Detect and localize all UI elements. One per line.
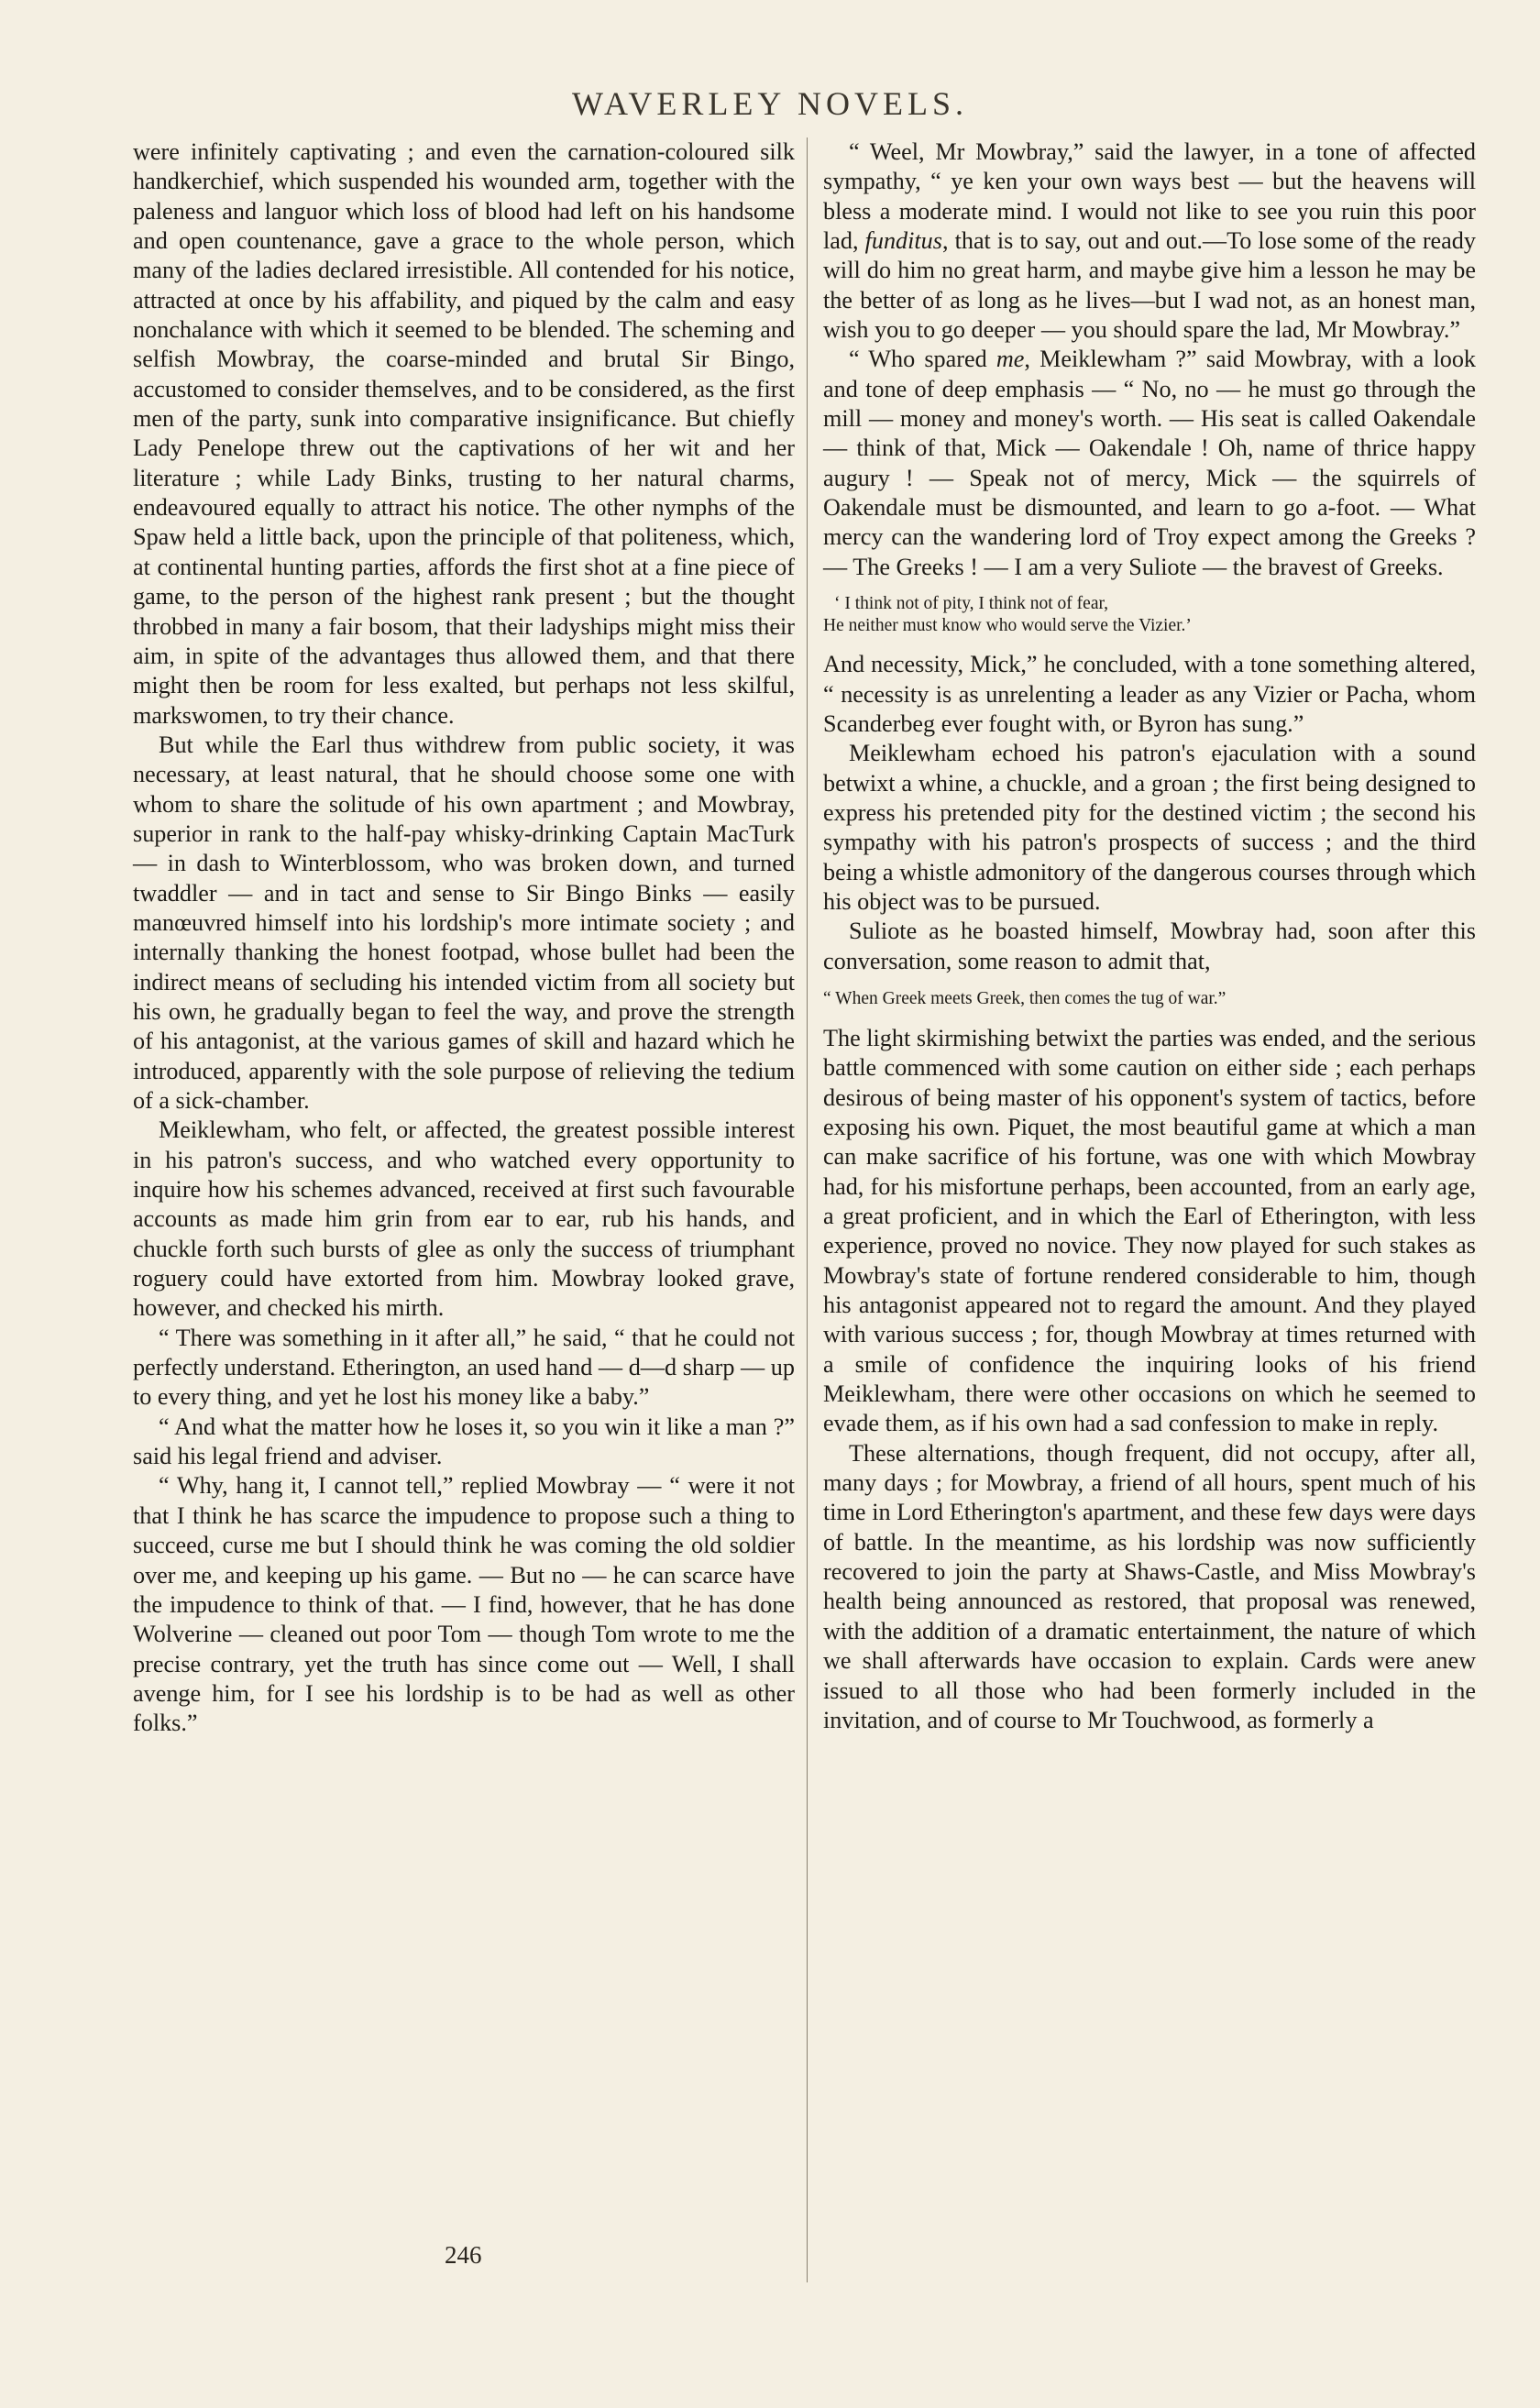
verse-line: He neither must know who would serve the Vizier.’ (823, 616, 1192, 636)
paragraph: Suliote as he boasted himself, Mowbray had, soon after this conversation, some reason to admit that, (823, 918, 1476, 974)
verse-quotation (823, 593, 1476, 637)
column-divider (807, 137, 808, 2282)
paragraph: “ Who spared me, Meiklewham ?” said Mowbray, with a look and tone of deep emphasis — “ No, no — he must go through the mill — money and money's worth. — His seat is called Oakendale — think of that, Mick — Oakendale ! Oh, name of thrice happy augury ! — Speak not of mercy, Mick — the squirrels of Oakendale must be dismounted, and learn to go a-foot. — What mercy can the wandering lord of Troy expect among the Greeks ? — The Greeks ! — I am a very Suliote — the bravest of Greeks. (823, 346, 1477, 580)
verse-line: ‘ I think not of pity, I think not of fear, (834, 594, 1109, 614)
right-column (823, 137, 1476, 1735)
paragraph: “ Weel, Mr Mowbray,” said the lawyer, in a tone of affected sympathy, “ ye ken your own ways best — but the heavens will bless a moderate mind. I would not like to see you ruin this poor lad, funditus, that is to say, out and out.—To lose some of the ready will do him no great harm, and maybe give him a lesson he may be the better of as long as he lives—but I wad not, as an honest man, wish you to go deeper — you should spare the lad, Mr Mowbray.” (823, 138, 1476, 344)
paragraph: But while the Earl thus withdrew from public society, it was necessary, at least natural, that he should choose some one with whom to share the solitude of his own apartment ; and Mowbray, superior in rank to the half-pay whisky-drinking Captain MacTurk — in dash to Winterblossom, who was broken down, and turned twaddler — and in tact and sense to Sir Bingo Binks — easily manœuvred himself into his lordship's more intimate society ; and internally thanking the honest footpad, whose bullet had been the indirect means of secluding his intended victim from all society but his own, he gradually began to feel the way, and prove the strength of his antagonist, at the various games of skill and hazard which he introduced, apparently with the sole purpose of relieving the tedium of a sick-chamber. (133, 731, 795, 1114)
paragraph: “ And what the matter how he loses it, so you win it like a man ?” said his legal friend and adviser. (133, 1413, 795, 1470)
quotation-line: “ When Greek meets Greek, then comes the tug of war.” (823, 988, 1226, 1008)
page-number: 246 (445, 2241, 482, 2269)
paragraph: The light skirmishing betwixt the parties was ended, and the serious battle commenced with some caution on either side ; each perhaps desirous of being master of his opponent's system of tactics, before exposing his own. Piquet, the most beautiful game at which a man can make sacrifice of his fortune, was one with which Mowbray had, for his misfortune perhaps, been accounted, from an early age, a great proficient, and in which the Earl of Etherington, with less experience, proved no novice. They now played for such stakes as Mowbray's state of fortune rendered considerable to him, though his antagonist appeared not to regard the amount. And they played with various success ; for, though Mowbray at times returned with a smile of confidence the inquiring looks of his friend Meiklewham, there were other occasions on which he seemed to evade them, as if his own had a sad confession to make in reply. (823, 1024, 1477, 1437)
left-column (133, 137, 795, 1739)
italic-word: me (996, 346, 1025, 373)
paragraph: “ Why, hang it, I cannot tell,” replied Mowbray — “ were it not that I think he has scarce the impudence to propose such a thing to succeed, curse me but I should think he was coming the old soldier over me, and keeping up his game. — But no — he can scarce have the impudence to think of that. — I find, however, that he has done Wolverine — cleaned out poor Tom — though Tom wrote to me the precise contrary, yet the truth has since come out — Well, I shall avenge him, for I see his lordship is to be had as well as other folks.” (133, 1472, 795, 1737)
running-header: WAVERLEY NOVELS. (572, 85, 968, 122)
paragraph: And necessity, Mick,” he concluded, with a tone something altered, “ necessity is as unrelenting a leader as any Vizier or Pacha, whom Scanderbeg ever fought with, or Byron has sung.” (823, 651, 1476, 737)
italic-word: funditus (864, 227, 942, 255)
paragraph: were infinitely captivating ; and even the carnation-coloured silk handkerchief, which suspended his wounded arm, together with the paleness and languor which loss of blood had left on his handsome and open countenance, gave a grace to the whole person, which many of the ladies declared irresistible. All contended for his notice, attracted at once by his affability, and piqued by the calm and easy nonchalance with which it seemed to be blended. The scheming and selfish Mowbray, the coarse-minded and brutal Sir Bingo, accustomed to consider themselves, and to be considered, as the first men of the party, sunk into comparative insignificance. But chiefly Lady Penelope threw out the captivations of her wit and her literature ; while Lady Binks, trusting to her natural charms, endeavoured equally to attract his notice. The other nymphs of the Spaw held a little back, upon the principle of that politeness, which, at continental hunting parties, affords the first shot at a fine piece of game, to the person of the highest rank present ; but the thought throbbed in many a fair bosom, that their ladyships might miss their aim, in spite of the advantages thus allowed them, and that there might then be room for less exalted, but perhaps not less skilful, markswomen, to try their chance. (133, 138, 795, 729)
paragraph: Meiklewham, who felt, or affected, the greatest possible interest in his patron's success, and who watched every opportunity to inquire how his schemes advanced, received at first such favourable accounts as made him grin from ear to ear, rub his hands, and chuckle forth such bursts of glee as only the success of triumphant roguery could have extorted from him. Mowbray looked grave, however, and checked his mirth. (133, 1116, 795, 1322)
paragraph: “ There was something in it after all,” he said, “ that he could not perfectly understand. Etherington, an used hand — d—d sharp — up to every thing, and yet he lost his money like a baby.” (133, 1324, 795, 1411)
paragraph: These alternations, though frequent, did not occupy, after all, many days ; for Mowbray, a friend of all hours, spent much of his time in Lord Etherington's apartment, and these few days were days of battle. In the meantime, as his lordship was now sufficiently recovered to join the party at Shaws-Castle, and Miss Mowbray's health being announced as restored, that proposal was renewed, with the addition of a dramatic entertainment, the nature of which we shall afterwards have occasion to explain. Cards were anew issued to all those who had been formerly included in the invitation, and of course to Mr Touchwood, as formerly a (823, 1439, 1476, 1733)
paragraph: Meiklewham echoed his patron's ejaculation with a sound betwixt a whine, a chuckle, and a groan ; the first being designed to express his pretended pity for the destined victim ; the second his sympathy with his patron's prospects of success ; and the third being a whistle admonitory of the dangerous courses through which his object was to be pursued. (823, 740, 1476, 915)
